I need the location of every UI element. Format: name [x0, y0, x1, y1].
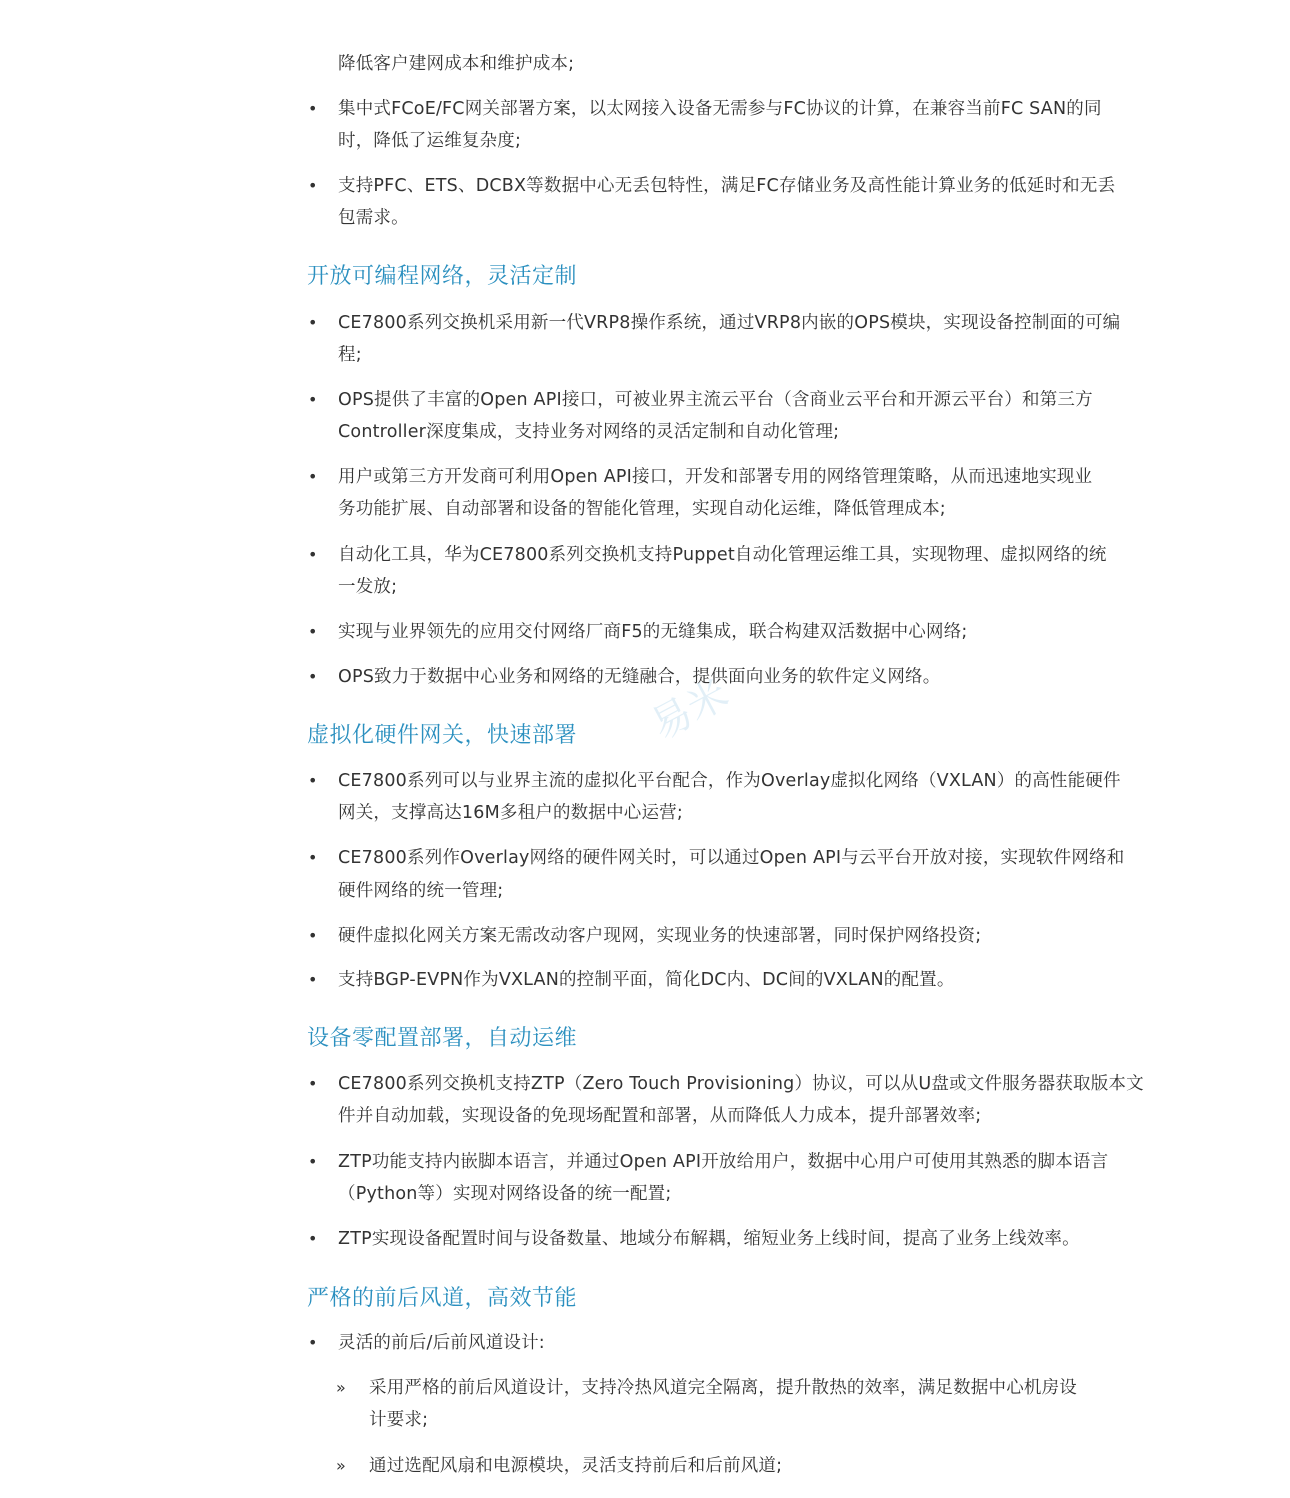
- bullet-icon: •: [308, 313, 318, 332]
- list-item-line: CE7800系列可以与业界主流的虚拟化平台配合，作为Overlay虚拟化网络（VXLAN）的高性能硬件: [338, 771, 1121, 791]
- bullet-icon: •: [308, 622, 318, 641]
- bullet-icon: •: [308, 1333, 318, 1352]
- bullet-icon: •: [308, 1229, 318, 1248]
- sub-bullet-icon: »: [336, 1456, 346, 1475]
- list-item-line: 用户或第三方开发商可利用Open API接口，开发和部署专用的网络管理策略，从而迅速地实现业: [338, 467, 1093, 487]
- list-item-line: CE7800系列交换机支持ZTP（Zero Touch Provisioning）协议，可以从U盘或文件服务器获取版本文: [338, 1074, 1144, 1094]
- bullet-icon: •: [308, 970, 318, 989]
- list-item-line: ZTP功能支持内嵌脚本语言，并通过Open API开放给用户，数据中心用户可使用其熟悉的脚本语言: [338, 1152, 1109, 1172]
- bullet-icon: •: [308, 1074, 318, 1093]
- list-item-line: （Python等）实现对网络设备的统一配置;: [338, 1184, 672, 1204]
- list-item-line: 程;: [338, 345, 362, 365]
- bullet-icon: •: [308, 390, 318, 409]
- bullet-icon: •: [308, 667, 318, 686]
- sub-list-item-line: 采用严格的前后风道设计，支持冷热风道完全隔离，提升散热的效率，满足数据中心机房设: [369, 1378, 1077, 1398]
- list-item-line: CE7800系列交换机采用新一代VRP8操作系统，通过VRP8内嵌的OPS模块，实现设备控制面的可编: [338, 313, 1121, 333]
- section-heading: 开放可编程网络，灵活定制: [307, 264, 578, 289]
- list-item-line: 件并自动加载，实现设备的免现场配置和部署，从而降低人力成本，提升部署效率;: [338, 1106, 982, 1126]
- list-item-line: 集中式FCoE/FC网关部署方案，以太网接入设备无需参与FC协议的计算，在兼容当前FC SAN的同: [338, 99, 1102, 119]
- list-item-line: 灵活的前后/后前风道设计:: [338, 1333, 545, 1353]
- bullet-icon: •: [308, 99, 318, 118]
- list-item-line: 自动化工具，华为CE7800系列交换机支持Puppet自动化管理运维工具，实现物理、虚拟网络的统: [338, 545, 1107, 565]
- bullet-icon: •: [308, 848, 318, 867]
- list-item-line: 务功能扩展、自动部署和设备的智能化管理，实现自动化运维，降低管理成本;: [338, 499, 946, 519]
- bullet-icon: •: [308, 545, 318, 564]
- section-heading: 虚拟化硬件网关，快速部署: [307, 723, 578, 748]
- list-item-line: ZTP实现设备配置时间与设备数量、地域分布解耦，缩短业务上线时间，提高了业务上线效率。: [338, 1229, 1080, 1249]
- list-item-line: 网关，支撑高达16M多租户的数据中心运营;: [338, 803, 683, 823]
- list-item-line: 包需求。: [338, 208, 409, 228]
- sub-bullet-icon: »: [336, 1378, 346, 1397]
- list-item-line: Controller深度集成，支持业务对网络的灵活定制和自动化管理;: [338, 422, 840, 442]
- list-item-line: 时，降低了运维复杂度;: [338, 131, 522, 151]
- list-item-line: 硬件网络的统一管理;: [338, 881, 504, 901]
- section-heading: 设备零配置部署，自动运维: [307, 1026, 578, 1051]
- section-heading: 严格的前后风道，高效节能: [307, 1286, 578, 1311]
- bullet-icon: •: [308, 1152, 318, 1171]
- bullet-icon: •: [308, 926, 318, 945]
- sub-list-item-line: 通过选配风扇和电源模块，灵活支持前后和后前风道;: [369, 1456, 783, 1476]
- bullet-icon: •: [308, 467, 318, 486]
- list-item-line: 支持BGP-EVPN作为VXLAN的控制平面，简化DC内、DC间的VXLAN的配置。: [338, 970, 955, 990]
- watermark: 易米: [643, 670, 737, 750]
- bullet-icon: •: [308, 176, 318, 195]
- list-item-line: OPS提供了丰富的Open API接口，可被业界主流云平台（含商业云平台和开源云平台）和第三方: [338, 390, 1093, 410]
- list-item-line: 支持PFC、ETS、DCBX等数据中心无丢包特性，满足FC存储业务及高性能计算业务的低延时和无丢: [338, 176, 1116, 196]
- sub-list-item-line: 计要求;: [369, 1410, 429, 1430]
- list-item-line: CE7800系列作Overlay网络的硬件网关时，可以通过Open API与云平台开放对接，实现软件网络和: [338, 848, 1125, 868]
- list-item-line: 硬件虚拟化网关方案无需改动客户现网，实现业务的快速部署，同时保护网络投资;: [338, 926, 982, 946]
- list-item-line: 实现与业界领先的应用交付网络厂商F5的无缝集成，联合构建双活数据中心网络;: [338, 622, 968, 642]
- list-item-line: OPS致力于数据中心业务和网络的无缝融合，提供面向业务的软件定义网络。: [338, 667, 941, 687]
- bullet-icon: •: [308, 771, 318, 790]
- continuation-text: 降低客户建网成本和维护成本;: [338, 54, 575, 74]
- list-item-line: 一发放;: [338, 577, 398, 597]
